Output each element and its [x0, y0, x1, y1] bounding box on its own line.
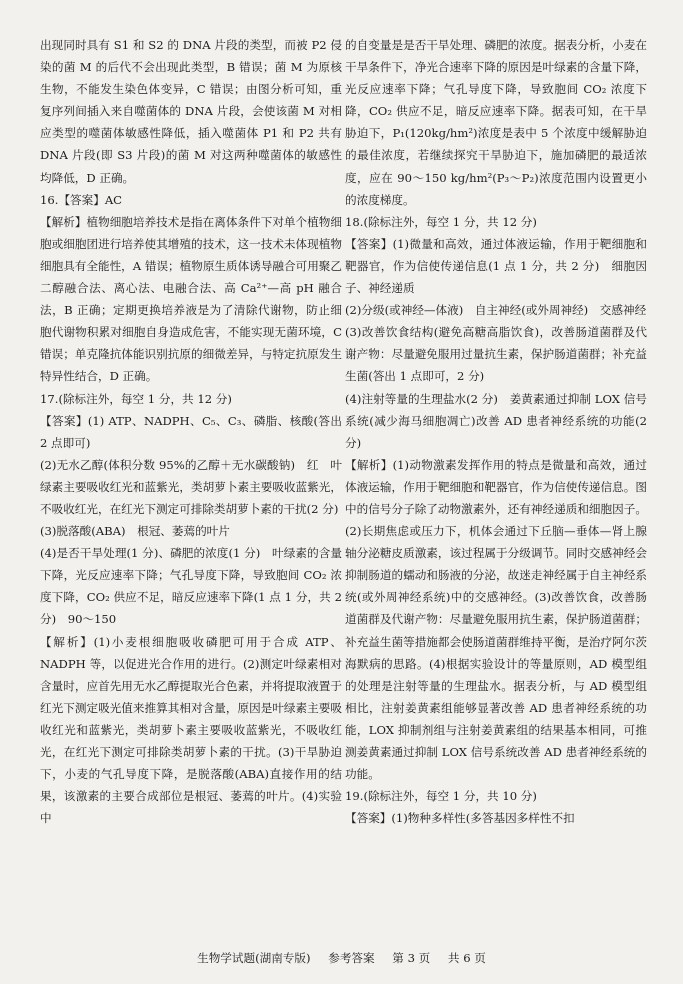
question-header: 19.(除标注外，每空 1 分，共 10 分)	[345, 789, 537, 804]
analysis-paragraph: 【解析】(1)动物激素发挥作用的特点是微量和高效，通过体液运输，作用于靶细胞和靶器官，作为信使传递信息。图中的信号分子除了动物激素外，还有神经递质和细胞因子。(2)长期焦虑或压力下，机体会通过下丘脑—垂体—肾上腺轴分泌糖皮质激素，该过程属于分级调节。同时交感神经会抑制肠道的蠕动和肠液的分泌，故迷走神经属于自主神经系统(或外周神经系统)中的交感神经。(3)改善饮食，改善肠道菌群及代谢产物：尽量避免服用抗生素，保护肠道菌群；补充益生菌等措施都会使肠道菌群维持平衡，是治疗阿尔茨海默病的思路。(4)根据实验设计的等量原则，AD 模型组的处理是注射等量的生理盐水。据表分析，与 AD 模型组相比，注射姜黄素组能够显著改善 AD 患者神经系统的功能，LOX 抑制剂组与注射姜黄素组的结果基本相同，可推测姜黄素通过抑制 LOX 信号系统改善 AD 患者神经系统的功能。	[345, 457, 647, 782]
answer-paragraph: 【答案】(1) ATP、NADPH、C₅、C₃、磷脂、核酸(答出 2 点即可)	[40, 413, 342, 450]
analysis-paragraph: 【解析】(1)小麦根细胞吸收磷肥可用于合成 ATP、NADPH 等，以促进光合作用的进行。(2)测定叶绿素相对含量时，应首先用无水乙醇提取光合色素，并将提取液置于红光下测定吸光值来推算其相对含量，原因是叶绿素主要吸收红光和蓝紫光，类胡萝卜素主要吸收蓝紫光，不吸收红光，在红光下测定可排除类胡萝卜素的干扰。(3)干旱胁迫下，小麦的气孔导度下降，是脱落酸(ABA)直接作用的结果，该激素的主要合成部位是根冠、萎蔫的叶片。(4)实验中	[40, 634, 342, 826]
answer-paragraph: (4)注射等量的生理盐水(2 分) 姜黄素通过抑制 LOX 信号系统(减少海马细胞凋亡)改善 AD 患者神经系统的功能(2 分)	[345, 391, 647, 450]
paragraph: 【解析】植物细胞培养技术是指在离体条件下对单个植物细胞或细胞团进行培养使其增殖的技术，这一技术未体现植物细胞具有全能性，A 错误；植物原生质体诱导融合可用聚乙二醇融合法、离心法、电融合法、高 Ca²⁺—高 pH 融合法，B 正确；定期更换培养液是为了清除代谢物，防止细胞代谢物积累对细胞自身造成危害，不能实现无菌环境，C 错误；单克隆抗体能识别抗原的细微差异，与特定抗原发生特异性结合，D 正确。	[40, 214, 342, 384]
answer-paragraph: (4)是否干旱处理(1 分)、磷肥的浓度(1 分) 叶绿素的含量下降，光反应速率下降；气孔导度下降，导致胞间 CO₂ 浓度下降，CO₂ 供应不足，暗反应速率下降(1 点 1 分，共 2 分) 90～150	[40, 546, 342, 627]
page-footer	[0, 950, 683, 966]
left-column	[40, 34, 342, 829]
question-header: 16.【答案】AC	[40, 192, 123, 207]
footer-total-pages: 共 6 页	[447, 951, 486, 965]
answer-paragraph: (3)改善饮食结构(避免高糖高脂饮食)，改善肠道菌群及代谢产物：尽量避免服用过量抗生素，保护肠道菌群；补充益生菌(答出 1 点即可，2 分)	[345, 325, 647, 384]
answer-paragraph: (3)脱落酸(ABA) 根冠、萎蔫的叶片	[40, 524, 230, 539]
footer-answer-label: 参考答案	[328, 951, 375, 965]
paragraph: 出现同时具有 S1 和 S2 的 DNA 片段的类型，而被 P2 侵染的菌 M 的后代不会出现此类型，B 错误；菌 M 为原核生物，不能发生染色体变异，C 错误；由图分析可知，重复序列间插入来自噬菌体的 DNA 片段，会使该菌 M 对相应类型的噬菌体敏感性降低，插入噬菌体 P1 和 P2 共有 DNA 片段(即 S3 片段)的菌 M 对这两种噬菌体的敏感性均降低，D 正确。	[40, 38, 342, 185]
answer-paragraph: 【答案】(1)物种多样性(多答基因多样性不扣	[345, 811, 575, 826]
answer-paragraph: 【答案】(1)微量和高效，通过体液运输，作用于靶细胞和靶器官，作为信使传递信息(1 点 1 分，共 2 分) 细胞因子、神经递质	[345, 236, 647, 296]
footer-page-number: 第 3 页	[392, 951, 431, 965]
paragraph: 的自变量是是否干旱处理、磷肥的浓度。据表分析，小麦在干旱条件下，净光合速率下降的原因是叶绿素的含量下降，光反应速率下降；气孔导度下降，导致胞间 CO₂ 浓度下降，CO₂ 供应不足，暗反应速率下降。据表可知，在干旱胁迫下，P₁(120kg/hm²)浓度是表中 5 个浓度中缓解胁迫的最佳浓度，若继续探究干旱胁迫下，施加磷肥的最适浓度，应在 90～150 kg/hm²(P₃～P₂)浓度范围内设置更小的浓度梯度。	[345, 38, 647, 207]
question-header: 18.(除标注外，每空 1 分，共 12 分)	[345, 214, 537, 229]
question-header: 17.(除标注外，每空 1 分，共 12 分)	[40, 391, 232, 406]
answer-paragraph: (2)无水乙醇(体积分数 95%的乙醇＋无水碳酸钠) 红 叶绿素主要吸收红光和蓝紫光，类胡萝卜素主要吸收蓝紫光，不吸收红光，在红光下测定可排除类胡萝卜素的干扰(2 分)	[40, 457, 342, 516]
answer-paragraph: (2)分级(或神经—体液) 自主神经(或外周神经) 交感神经	[345, 303, 647, 318]
right-column	[345, 34, 647, 829]
footer-subject: 生物学试题(湖南专版)	[197, 951, 311, 965]
